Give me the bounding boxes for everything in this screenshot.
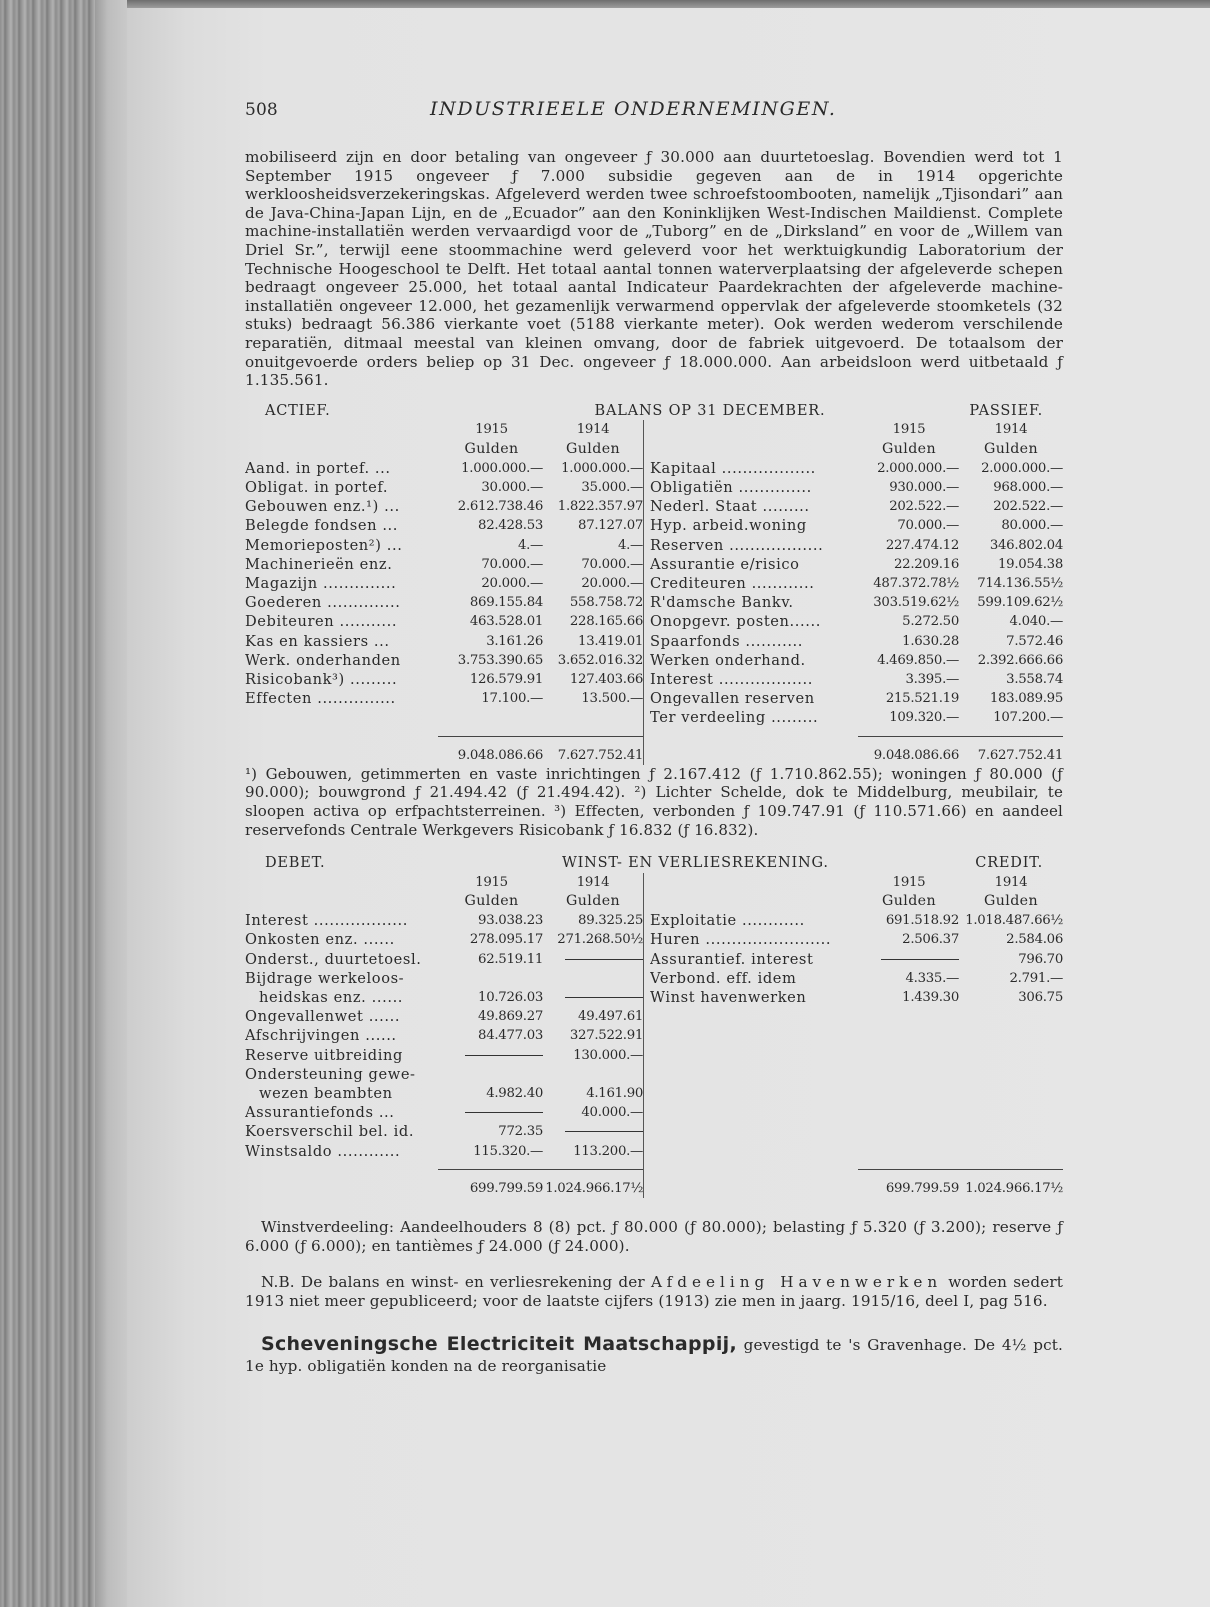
row-label: Werk. onderhanden xyxy=(245,651,401,669)
value-1915: 1.630.28 xyxy=(902,633,959,649)
debet-heading: DEBET. xyxy=(265,855,326,872)
table-row xyxy=(245,516,643,535)
row-label: Spaarfonds ........... xyxy=(650,632,804,650)
table-row xyxy=(245,1007,643,1026)
value-1915: 691.518.92 xyxy=(885,913,959,929)
value-1915: 772.35 xyxy=(498,1124,544,1140)
currency-label: Gulden xyxy=(881,440,937,457)
running-title: INDUSTRIEELE ONDERNEMINGEN. xyxy=(430,98,837,120)
passief-heading: PASSIEF. xyxy=(969,402,1043,419)
spacer xyxy=(650,1007,1063,1161)
table-row xyxy=(245,651,643,670)
table-row xyxy=(245,1026,643,1045)
row-label: Ter verdeeling ......... xyxy=(650,709,819,727)
balance-heading: BALANS OP 31 DECEMBER. xyxy=(594,402,826,419)
table-row xyxy=(650,459,1063,478)
value-1914: 89.325.25 xyxy=(578,913,644,929)
row-label: Memorieposten²) ... xyxy=(245,536,403,554)
row-label: Obligatiën .............. xyxy=(650,478,812,496)
table-row xyxy=(245,988,643,1007)
value-1914: 346.802.04 xyxy=(989,537,1063,553)
value-1914: 968.000.— xyxy=(993,479,1063,495)
table-row xyxy=(245,593,643,612)
currency-header-row xyxy=(650,440,1063,459)
value-1915: 70.000.— xyxy=(481,556,544,572)
row-label: Magazijn .............. xyxy=(245,574,397,592)
table-row xyxy=(650,950,1063,969)
nb-note xyxy=(245,1273,1063,1310)
table-row xyxy=(245,689,643,708)
total-1914: 7.627.752.41 xyxy=(557,747,644,763)
value-1915: 869.155.84 xyxy=(469,595,544,611)
table-row xyxy=(245,612,643,631)
credit-heading: CREDIT. xyxy=(975,855,1043,872)
nil-dash xyxy=(440,1046,543,1065)
value-1914: 306.75 xyxy=(1018,989,1063,1005)
value-1915 xyxy=(440,969,543,988)
currency-label: Gulden xyxy=(464,440,519,457)
value-1915: 463.528.01 xyxy=(469,614,544,630)
value-1914: 796.70 xyxy=(1018,951,1063,967)
currency-label: Gulden xyxy=(566,892,621,909)
value-1915: 4.469.850.— xyxy=(877,652,959,668)
value-1915: 227.474.12 xyxy=(885,537,959,553)
table-row xyxy=(650,612,1063,631)
row-label: Effecten ............... xyxy=(245,690,396,708)
row-label: Ongevallenwet ...... xyxy=(245,1008,401,1026)
total-rule xyxy=(650,728,1063,746)
value-1914: 80.000.— xyxy=(1001,518,1063,534)
table-row xyxy=(245,555,643,574)
year-1915: 1915 xyxy=(892,874,926,890)
running-header xyxy=(245,100,1063,140)
balance-footnotes: ¹) Gebouwen, getimmerten en vaste inrichtingen ƒ 2.167.412 (ƒ 1.710.862.55); woningen ƒ 80.000 (ƒ 90.000); bouwgrond ƒ 21.494.42 (ƒ 21.494.42). ²) Lichter Schelde, dok te Middelburg, meubilair, te sloopen activa op erfpachtsterreinen. ³) Effecten, verbonden ƒ 109.747.91 (ƒ 110.571.66) en aandeel reservefonds Centrale Werkgevers Risicobank ƒ 16.832 (ƒ 16.832). xyxy=(245,764,1063,839)
table-row xyxy=(650,516,1063,535)
table-row xyxy=(650,632,1063,651)
value-1914: 1.000.000.— xyxy=(561,460,644,476)
value-1915: 202.522.— xyxy=(889,499,959,515)
value-1914: 113.200.— xyxy=(573,1143,644,1159)
row-label: Aand. in portef. ... xyxy=(245,459,391,477)
row-label: Risicobank³) ......... xyxy=(245,670,398,688)
year-1915: 1915 xyxy=(475,422,508,438)
value-1915: 10.726.03 xyxy=(478,989,544,1005)
value-1914 xyxy=(543,1065,643,1084)
row-label: wezen beambten xyxy=(259,1084,393,1102)
row-label: Winstsaldo ............ xyxy=(245,1142,401,1160)
value-1914: 2.392.666.66 xyxy=(977,652,1063,668)
year-header-row xyxy=(245,873,643,892)
value-1914: 70.000.— xyxy=(581,556,644,572)
value-1915: 1.000.000.— xyxy=(461,460,544,476)
row-label: Ongevallen reserven xyxy=(650,690,815,708)
passief-column xyxy=(644,420,1063,764)
table-row xyxy=(650,670,1063,689)
row-label: Onopgevr. posten...... xyxy=(650,613,821,631)
value-1914: 202.522.— xyxy=(993,499,1063,515)
value-1915: 93.038.23 xyxy=(478,913,544,929)
value-1914: 2.791.— xyxy=(1009,970,1063,986)
value-1915: 126.579.91 xyxy=(469,671,544,687)
value-1915: 303.519.62½ xyxy=(873,595,959,611)
currency-label: Gulden xyxy=(464,892,519,909)
table-row xyxy=(245,632,643,651)
nil-dash xyxy=(543,988,643,1007)
value-1914: 19.054.38 xyxy=(998,556,1063,572)
row-label: Gebouwen enz.¹) ... xyxy=(245,498,400,516)
row-label: Interest .................. xyxy=(245,912,408,930)
total-1914: 7.627.752.41 xyxy=(977,747,1063,763)
profit-loss-title xyxy=(245,854,1063,873)
row-label: Onkosten enz. ...... xyxy=(245,931,395,949)
credit-rows xyxy=(650,911,1063,1007)
value-1914: 599.109.62½ xyxy=(977,595,1063,611)
table-row xyxy=(245,969,643,988)
row-label: Winst havenwerken xyxy=(650,988,807,1006)
value-1915: 4.335.— xyxy=(905,970,959,986)
value-1915: 2.000.000.— xyxy=(877,460,959,476)
nb-suffix: worden sedert 1913 niet meer gepubliceerd; voor de laatste cijfers (1913) zie men in jaarg. 1915/16, deel I, pag 516. xyxy=(245,1273,1063,1310)
row-label: Koersverschil bel. id. xyxy=(245,1123,415,1141)
table-row xyxy=(650,911,1063,930)
value-1915: 487.372.78½ xyxy=(873,575,959,591)
value-1915: 4.— xyxy=(517,537,544,553)
table-row xyxy=(245,536,643,555)
total-rule xyxy=(245,728,643,746)
row-label: Assurantie e/risico xyxy=(650,555,800,573)
currency-header-row xyxy=(245,892,643,911)
row-label: Bijdrage werkeloos- xyxy=(245,969,405,987)
total-1915: 9.048.086.66 xyxy=(873,747,959,763)
value-1914: 4.— xyxy=(617,537,644,553)
table-row xyxy=(245,1046,643,1065)
row-label: Machinerieën enz. xyxy=(245,555,393,573)
row-label: Goederen .............. xyxy=(245,594,401,612)
row-label: Kas en kassiers ... xyxy=(245,632,390,650)
currency-label: Gulden xyxy=(983,892,1039,909)
table-row xyxy=(245,1084,643,1103)
row-label: Reserve uitbreiding xyxy=(245,1046,403,1064)
value-1914: 3.558.74 xyxy=(1006,671,1063,687)
table-row xyxy=(650,555,1063,574)
value-1914 xyxy=(543,969,643,988)
value-1914: 2.000.000.— xyxy=(981,460,1063,476)
row-label: Afschrijvingen ...... xyxy=(245,1027,397,1045)
table-row xyxy=(245,1122,643,1141)
row-label: Exploitatie ............ xyxy=(650,912,805,930)
value-1914: 558.758.72 xyxy=(569,595,644,611)
total-1915: 699.799.59 xyxy=(469,1180,544,1196)
value-1914: 1.018.487.66½ xyxy=(965,913,1063,929)
table-row xyxy=(245,1103,643,1122)
year-1914: 1914 xyxy=(994,874,1028,890)
winstverdeeling-paragraph: Winstverdeeling: Aandeelhouders 8 (8) pct. ƒ 80.000 (ƒ 80.000); belasting ƒ 5.320 (ƒ 3.200); reserve ƒ 6.000 (ƒ 6.000); en tantièmes ƒ 24.000 (ƒ 24.000). xyxy=(245,1217,1063,1255)
currency-label: Gulden xyxy=(566,440,621,457)
value-1915: 49.869.27 xyxy=(478,1009,544,1025)
total-rule xyxy=(650,1161,1063,1179)
profit-loss-heading: WINST- EN VERLIESREKENING. xyxy=(561,855,829,872)
year-1915: 1915 xyxy=(892,422,926,438)
passief-rows xyxy=(650,459,1063,728)
next-company-entry xyxy=(245,1334,1063,1377)
table-row xyxy=(245,1065,643,1084)
table-row xyxy=(245,478,643,497)
currency-header-row xyxy=(245,440,643,459)
value-1915: 930.000.— xyxy=(889,479,959,495)
table-row xyxy=(245,497,643,516)
value-1914: 2.584.06 xyxy=(1006,932,1063,948)
table-row xyxy=(650,708,1063,727)
row-label: Huren ........................ xyxy=(650,931,832,949)
debet-total-row xyxy=(245,1179,643,1198)
table-row xyxy=(650,969,1063,988)
value-1915: 30.000.— xyxy=(481,479,544,495)
value-1914: 20.000.— xyxy=(581,575,644,591)
company-text: gevestigd te 's Gravenhage. De 4½ pct. 1e hyp. obligatiën konden na de reorganisatie xyxy=(245,1336,1063,1376)
table-row xyxy=(245,1142,643,1161)
year-header-row xyxy=(650,420,1063,439)
row-label: Werken onderhand. xyxy=(650,651,806,669)
nb-prefix: N.B. De balans en winst- en verliesrekening der xyxy=(261,1273,645,1292)
value-1914: 228.165.66 xyxy=(569,614,644,630)
row-label: Obligat. in portef. xyxy=(245,478,389,496)
nb-spaced-division: Afdeeling Havenwerken xyxy=(650,1273,943,1292)
value-1914: 714.136.55½ xyxy=(977,575,1063,591)
value-1915: 115.320.— xyxy=(473,1143,544,1159)
spacer-row xyxy=(245,708,643,727)
total-1915: 699.799.59 xyxy=(885,1180,959,1196)
row-label: heidskas enz. ...... xyxy=(259,988,404,1006)
profit-loss-table xyxy=(245,873,1063,1198)
value-1915: 278.095.17 xyxy=(469,932,544,948)
value-1914: 271.268.50½ xyxy=(557,932,644,948)
total-1914: 1.024.966.17½ xyxy=(965,1180,1063,1196)
value-1914: 40.000.— xyxy=(581,1105,644,1121)
row-label: Belegde fondsen ... xyxy=(245,517,399,535)
row-label: Nederl. Staat ......... xyxy=(650,498,810,516)
row-label: R'damsche Bankv. xyxy=(650,594,794,612)
row-label: Reserven .................. xyxy=(650,536,824,554)
row-label: Crediteuren ............ xyxy=(650,574,815,592)
value-1914: 183.089.95 xyxy=(989,691,1063,707)
company-name: Scheveningsche Electriciteit Maatschappij, xyxy=(261,1333,737,1356)
table-row xyxy=(650,689,1063,708)
row-label: Onderst., duurtetoesl. xyxy=(245,950,422,968)
value-1915: 2.612.738.46 xyxy=(457,499,544,515)
table-row xyxy=(650,478,1063,497)
value-1915 xyxy=(440,1065,543,1084)
value-1914: 130.000.— xyxy=(573,1047,644,1063)
actief-total-row xyxy=(245,746,643,765)
year-1914: 1914 xyxy=(576,422,610,438)
value-1915: 70.000.— xyxy=(897,518,959,534)
year-1914: 1914 xyxy=(576,874,610,890)
currency-label: Gulden xyxy=(881,892,937,909)
debet-rows xyxy=(245,911,643,1161)
page-number: 508 xyxy=(245,100,278,120)
credit-total-row xyxy=(650,1179,1063,1198)
balance-sheet-title xyxy=(245,402,1063,421)
value-1915: 62.519.11 xyxy=(478,951,544,967)
year-1915: 1915 xyxy=(475,874,508,890)
value-1914: 327.522.91 xyxy=(569,1028,644,1044)
value-1915: 17.100.— xyxy=(481,691,544,707)
value-1914: 107.200.— xyxy=(993,710,1063,726)
value-1914: 13.419.01 xyxy=(578,633,644,649)
table-row xyxy=(245,950,643,969)
value-1914: 87.127.07 xyxy=(578,518,644,534)
currency-header-row xyxy=(650,892,1063,911)
value-1915: 20.000.— xyxy=(481,575,544,591)
passief-total-row xyxy=(650,746,1063,765)
year-header-row xyxy=(650,873,1063,892)
nil-dash xyxy=(543,950,643,969)
value-1915: 3.395.— xyxy=(905,671,959,687)
book-gutter xyxy=(95,0,127,1607)
value-1915: 109.320.— xyxy=(889,710,959,726)
actief-heading: ACTIEF. xyxy=(265,402,331,419)
table-row xyxy=(650,536,1063,555)
table-row xyxy=(650,651,1063,670)
value-1914: 1.822.357.97 xyxy=(557,499,644,515)
actief-column xyxy=(245,420,644,764)
value-1915: 3.753.390.65 xyxy=(457,652,544,668)
total-1915: 9.048.086.66 xyxy=(457,747,544,763)
year-1914: 1914 xyxy=(994,422,1028,438)
value-1914: 7.572.46 xyxy=(1006,633,1063,649)
table-row xyxy=(245,459,643,478)
value-1914: 3.652.016.32 xyxy=(557,652,644,668)
value-1915: 1.439.30 xyxy=(902,989,959,1005)
table-row xyxy=(650,930,1063,949)
value-1914: 127.403.66 xyxy=(569,671,644,687)
value-1915: 82.428.53 xyxy=(478,518,544,534)
row-label: Assurantief. interest xyxy=(650,950,814,968)
balance-sheet-table xyxy=(245,420,1063,764)
intro-paragraph: mobiliseerd zijn en door betaling van ongeveer ƒ 30.000 aan duurtetoeslag. Bovendien werd tot 1 September 1915 ongeveer ƒ 7.000 subsidie gegeven aan de in 1914 opgerichte werkloosheidsverzekeringskas. Afgeleverd werden twee schroefstoombooten, namelijk „Tjisondari” aan de Java-China-Japan Lijn, en de „Ecuador” aan den Koninklijken West-Indischen Maildienst. Complete machine-installatiën werden vervaardigd voor de „Tuborg” en de „Dirksland” en voor de „Willem van Driel Sr.”, terwijl eene stoommachine werd geleverd voor het werktuigkundig Laboratorium der Technische Hoogeschool te Delft. Het totaal aantal tonnen waterverplaatsing der afgeleverde schepen bedraagt ongeveer 25.000, het totaal aantal Indicateur Paardekrachten der afgeleverde machine-installatiën ongeveer 12.000, het gezamenlijk verwarmend oppervlak der afgeleverde stoomketels (32 stuks) bedraagt 56.386 vierkante voet (5188 vierkante meter). Ook werden wederom verschilende reparatiën, ditmaal meestal van kleinen omvang, door de fabriek uitgevoerd. De totaalsom der onuitgevoerde orders beliep op 31 Dec. ongeveer ƒ 18.000.000. Aan arbeidsloon werd uitbetaald ƒ 1.135.561. xyxy=(245,148,1063,390)
table-row xyxy=(650,574,1063,593)
row-label: Verbond. eff. idem xyxy=(650,969,797,987)
table-row xyxy=(245,670,643,689)
nil-dash xyxy=(859,950,959,969)
value-1915: 2.506.37 xyxy=(902,932,959,948)
value-1914: 13.500.— xyxy=(581,691,644,707)
value-1914: 4.040.— xyxy=(1009,614,1063,630)
row-label: Assurantiefonds ... xyxy=(245,1104,395,1122)
page-content xyxy=(245,100,1063,1377)
row-label: Debiteuren ........... xyxy=(245,613,398,631)
value-1915: 22.209.16 xyxy=(894,556,959,572)
value-1914: 35.000.— xyxy=(581,479,644,495)
row-label: Interest .................. xyxy=(650,670,814,688)
actief-rows xyxy=(245,459,643,709)
table-row xyxy=(245,930,643,949)
value-1915: 4.982.40 xyxy=(486,1085,544,1101)
year-header-row xyxy=(245,420,643,439)
row-label: Kapitaal .................. xyxy=(650,459,816,477)
currency-label: Gulden xyxy=(983,440,1039,457)
nil-dash xyxy=(543,1122,643,1141)
table-row xyxy=(245,911,643,930)
row-label: Hyp. arbeid.woning xyxy=(650,517,807,535)
debet-column xyxy=(245,873,644,1198)
nil-dash xyxy=(440,1103,543,1122)
table-row xyxy=(650,497,1063,516)
row-label: Ondersteuning gewe- xyxy=(245,1065,416,1083)
value-1914: 4.161.90 xyxy=(586,1085,644,1101)
value-1915: 3.161.26 xyxy=(486,633,544,649)
credit-column xyxy=(644,873,1063,1198)
value-1915: 5.272.50 xyxy=(902,614,959,630)
value-1915: 84.477.03 xyxy=(478,1028,544,1044)
value-1914: 49.497.61 xyxy=(578,1009,644,1025)
value-1915: 215.521.19 xyxy=(885,691,959,707)
total-1914: 1.024.966.17½ xyxy=(545,1180,644,1196)
table-row xyxy=(650,988,1063,1007)
total-rule xyxy=(245,1161,643,1179)
table-row xyxy=(650,593,1063,612)
table-row xyxy=(245,574,643,593)
